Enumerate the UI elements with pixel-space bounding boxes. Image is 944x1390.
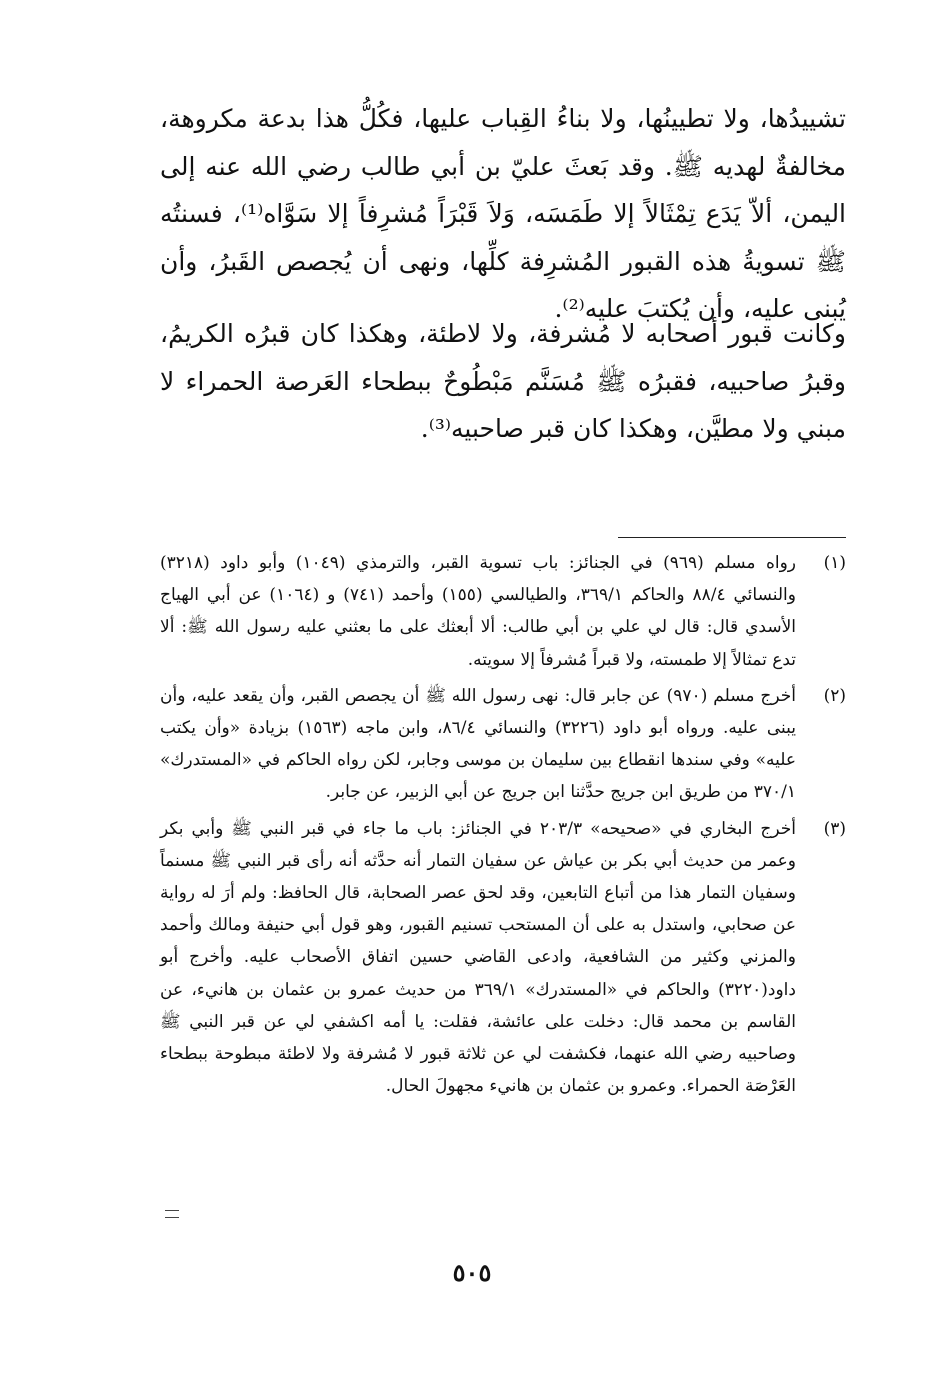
footnote-2 [160, 680, 846, 809]
body-paragraph-1: تشييدُها، ولا تطيينُها، ولا بناءُ القِباب عليها، فكُلُّ هذا بدعة مكروهة، مخالفةٌ لهديه ﷺ. وقد بَعثَ عليّ بن أبي طالب رضي الله عنه إلى اليمن، ألاّ يَدَع تِمْثَالاً إلا طَمَسَه، وَلاَ قَبْرَاً مُشرِفاً إلا سَوَّاه⁽¹⁾، فسنتُه ﷺ تسويةُ هذه القبور المُشرِفة كلِّها، ونهى أن يُجصص القَبرُ، وأن يُبنى عليه، وأن يُكتبَ عليه⁽²⁾. [160, 104, 847, 323]
footnote-number: (١) [823, 553, 846, 573]
footnote-number: (٣) [823, 818, 846, 839]
footnote-text: رواه مسلم (٩٦٩) في الجنائز: باب تسوية القبر، والترمذي (١٠٤٩) وأبو داود (٣٢١٨) والنسائي ٨٨/٤ والحاكم ٣٦٩/١، والطيالسي (١٥٥) وأحمد (٧٤١) و (١٠٦٤) عن أبي الهياج الأسدي قال: قال لي علي بن أبي طالب: ألا أبعثك على ما بعثني عليه رسول الله ﷺ: ألا تدع تمثالاً إلا طمسته، ولا قبراً مُشرفاً إلا سويته. [160, 553, 797, 670]
footnote-1 [160, 547, 846, 676]
footnotes-section [160, 547, 846, 1106]
footnote-3 [160, 813, 846, 1103]
footnote-number: (٢) [823, 685, 846, 706]
footnote-text: أخرج مسلم (٩٧٠) عن جابر قال: نهى رسول الله ﷺ أن يجصص القبر، وأن يقعد عليه، وأن يبنى عليه. ورواه أبو داود (٣٢٢٦) والنسائي ٨٦/٤، وابن ماجه (١٥٦٣) بزيادة «وأن يكتب عليه» وفي سندها انقطاع بين سليمان بن موسى وجابر، لكن رواه الحاكم في «المستدرك» ٣٧٠/١ من طريق ابن جريج حدَّثنا ابن جريج عن أبي الزبير، عن جابر. [160, 685, 796, 803]
footnote-separator [618, 537, 846, 538]
margin-mark [165, 1210, 179, 1218]
page-number: ٥٠٥ [452, 1258, 492, 1287]
body-paragraph-2: وكانت قبور أصحابه لا مُشرفة، ولا لاطئة، وهكذا كان قبرُه الكريمُ، وقبرُ صاحبيه، فقبرُه ﷺ مُسَنَّم مَبْطُوحٌ ببطحاء العَرصة الحمراء لا مبني ولا مطيَّن، وهكذا كان قبر صاحبيه⁽³⁾. [160, 319, 846, 443]
footnote-text: أخرج البخاري في «صحيحه» ٢٠٣/٣ في الجنائز: باب ما جاء في قبر النبي ﷺ وأبي بكر وعمر من حديث أبي بكر بن عياش عن سفيان التمار أنه حدَّثه أنه رأى قبر النبي ﷺ مسنماً وسفيان التمار هذا من أتباع التابعين، وقد لحق عصر الصحابة، قال الحافظ: ولم أرَ له رواية عن صحابي، واستدل به على أن المستحب تسنيم القبور، وهو قول أبي حنيفة ومالك وأحمد والمزني وكثير من الشافعية، وادعى القاضي حسين اتفاق الأصحاب عليه. وأخرج أبو داود(٣٢٢٠) والحاكم في «المستدرك» ٣٦٩/١ من حديث عمرو بن عثمان بن هانيء، عن القاسم بن محمد قال: دخلت على عائشة، فقلت: يا أمه اكشفي لي عن قبر النبي ﷺ وصاحبيه رضي الله عنهما، فكشفت لي عن ثلاثة قبور لا مُشرفة ولا لاطئة مبطوحة ببطحاء العَرْصَة الحمراء. وعمرو بن عثمان بن هانيء مجهولَ الحال. [160, 818, 796, 1097]
